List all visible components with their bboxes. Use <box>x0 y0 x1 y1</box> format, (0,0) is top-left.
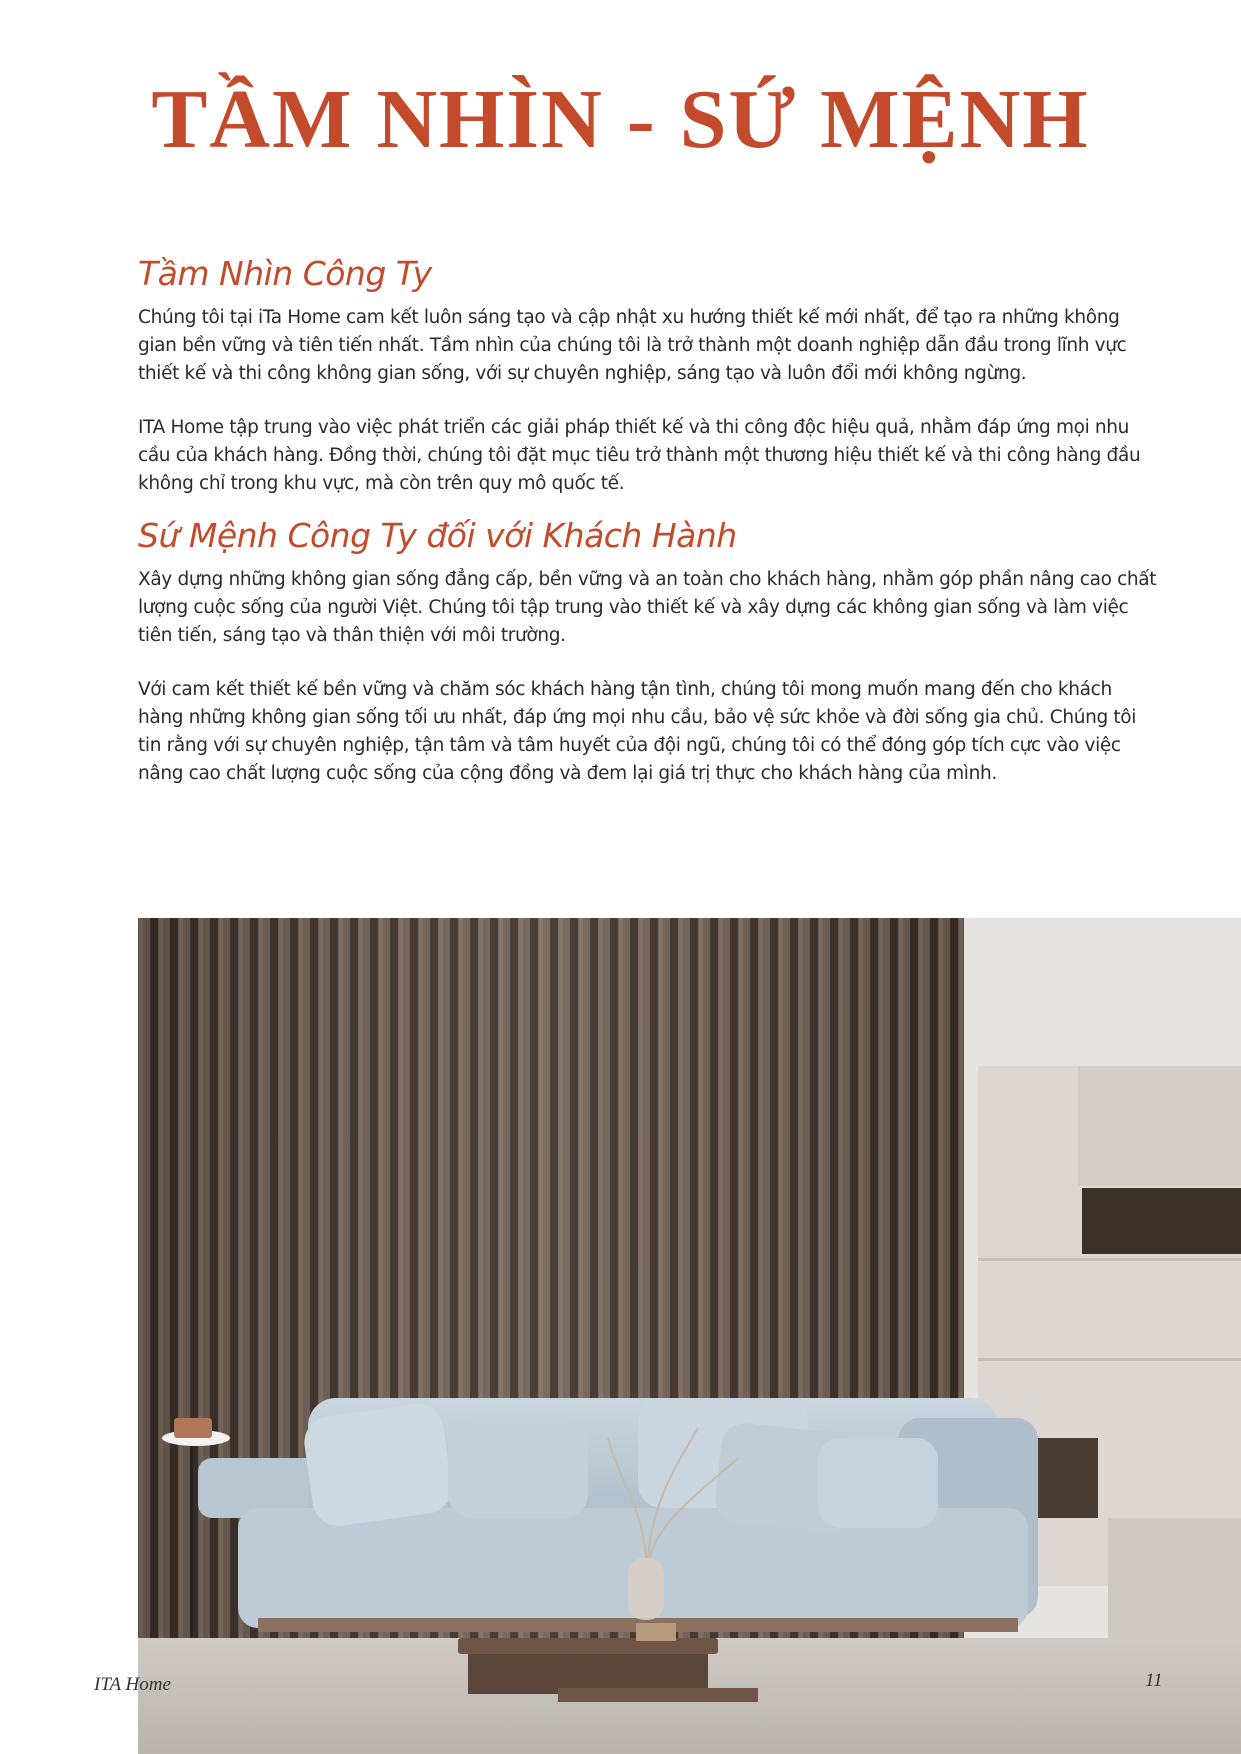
page-title: TẦM NHÌN - SỨ MỆNH <box>151 73 1090 166</box>
vision-paragraph-2: ITA Home tập trung vào việc phát triển các giải pháp thiết kế và thi công độc hiệu quả, nhằm đáp ứng mọi nhu cầu của khách hàng. Đồng thời, chúng tôi đặt mục tiêu trở thành một thương hiệu thiết kế và thi công hàng đầu không chỉ trong khu vực, mà còn trên quy mô quốc tế. <box>138 417 1141 494</box>
living-room-photo <box>138 918 1241 1754</box>
mission-paragraph-2: Với cam kết thiết kế bền vững và chăm sóc khách hàng tận tình, chúng tôi mong muốn mang đến cho khách hàng những không gian sống tối ưu nhất, đáp ứng mọi nhu cầu, bảo vệ sức khỏe và đời sống gia chủ. Chúng tôi tin rằng với sự chuyên nghiệp, tận tâm và tâm huyết của đội ngũ, chúng tôi có thể đóng góp tích cực vào việc nâng cao chất lượng cuộc sống của cộng đồng và đem lại giá trị thực cho khách hàng của mình. <box>138 679 1137 784</box>
page-number: 11 <box>1145 1670 1163 1691</box>
mission-paragraph-1: Xây dựng những không gian sống đẳng cấp, bền vững và an toàn cho khách hàng, nhằm góp phần nâng cao chất lượng cuộc sống của người Việt. Chúng tôi tập trung vào thiết kế và xây dựng các không gian sống và làm việc tiên tiến, sáng tạo và thân thiện với môi trường. <box>138 569 1157 646</box>
vision-paragraph-1: Chúng tôi tại iTa Home cam kết luôn sáng tạo và cập nhật xu hướng thiết kế mới nhất, để tạo ra những không gian bền vững và tiên tiến nhất. Tầm nhìn của chúng tôi là trở thành một doanh nghiệp dẫn đầu trong lĩnh vực thiết kế và thi công không gian sống, với sự chuyên nghiệp, sáng tạo và luôn đổi mới không ngừng. <box>138 307 1127 384</box>
vision-heading: Tầm Nhìn Công Ty <box>138 254 432 293</box>
footer-brand: ITA Home <box>94 1674 171 1695</box>
mission-heading: Sứ Mệnh Công Ty đối với Khách Hành <box>138 516 737 555</box>
coffee-table <box>458 1638 718 1654</box>
content-body <box>138 252 1158 788</box>
